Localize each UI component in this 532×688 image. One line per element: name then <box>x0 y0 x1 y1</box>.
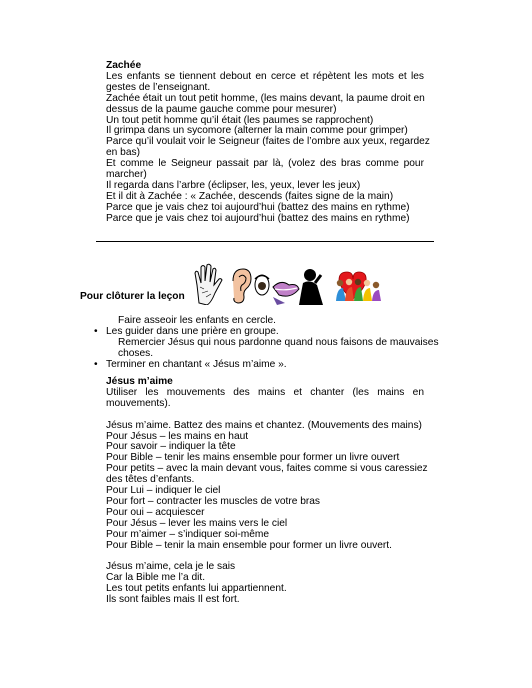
song-line: Pour Lui – indiquer le ciel <box>106 485 221 497</box>
closing-heading: Pour clôturer la leçon <box>80 291 185 302</box>
song-line: Pour savoir – indiquer la tête <box>106 441 236 453</box>
ear-icon <box>233 269 251 303</box>
closing-line: Faire asseoir les enfants en cercle. <box>118 315 276 326</box>
closing-section <box>94 315 439 371</box>
zachee-line: Zachée était un tout petit homme, (les mains devant, la paume droit en <box>106 92 425 104</box>
zachee-line: marcher) <box>106 169 147 181</box>
song-line: Pour Jésus – lever les mains vers le ciel <box>106 517 288 529</box>
hand-icon <box>195 264 222 305</box>
zachee-title: Zachée <box>106 60 142 71</box>
zachee-intro-line: gestes de l’enseignant. <box>106 81 211 93</box>
closing-line: choses. <box>118 347 154 359</box>
song-intro-line: Utiliser les mouvements des mains et chanter (les mains en <box>106 386 424 398</box>
song-line: Pour m’aimer – s’indiquer soi-même <box>106 528 270 540</box>
children-group-icon <box>336 279 381 301</box>
song-line: Pour Bible – tenir les mains ensemble pour former un livre ouvert <box>106 452 400 464</box>
song-line: Pour petits – avec la main devant vous, faites comme si vous caressiez <box>106 463 428 475</box>
song-line: Jésus m’aime. Battez des mains et chantez. (Mouvements des mains) <box>106 419 422 431</box>
zachee-section <box>106 60 430 225</box>
mouth-icon <box>273 282 299 305</box>
zachee-line: dessus de la paume gauche comme pour mesurer) <box>106 103 337 115</box>
closing-line: Remercier Jésus qui nous pardonne quand nous faisons de mauvaises <box>118 336 439 348</box>
zachee-line: Il regarda dans l’arbre (éclipser, les, yeux, lever les jeux) <box>106 179 361 191</box>
horizontal-divider <box>96 241 434 242</box>
zachee-line: Parce qu’il voulait voir le Seigneur (faites de l’ombre aux yeux, regardez <box>106 136 430 148</box>
song-section <box>106 376 428 606</box>
zachee-intro-line: Les enfants se tiennent debout en cerce et répètent les mots et les <box>106 70 424 82</box>
bullet-item <box>94 325 424 338</box>
song-line: des têtes d’enfants. <box>106 474 195 486</box>
song-title: Jésus m’aime <box>106 376 173 387</box>
bullet-icon: • <box>94 358 98 370</box>
song-line: Pour Bible – tenir la main ensemble pour former un livre ouvert. <box>106 539 392 551</box>
song-line: Pour Jésus – les mains en haut <box>106 430 249 442</box>
bullet-text: Terminer en chantant « Jésus m’aime ». <box>106 358 287 370</box>
song-verse-line: Les tout petits enfants lui appartiennent. <box>106 583 287 595</box>
zachee-line: Parce que je vais chez toi aujourd’hui (battez des mains en rythme) <box>106 201 410 213</box>
song-verse-line: Jésus m’aime, cela je le sais <box>106 561 236 573</box>
zachee-line: Parce que je vais chez toi aujourd’hui (battez des mains en rythme) <box>106 212 410 224</box>
zachee-line: Un tout petit homme qu’il était (les paumes se rapprochent) <box>106 114 374 126</box>
praying-person-icon <box>299 269 323 305</box>
song-intro-line: mouvements). <box>106 397 171 409</box>
zachee-line: Et il dit à Zachée : « Zachée, descends (faites signe de la main) <box>106 190 394 202</box>
song-verse-line: Ils sont faibles mais Il est fort. <box>106 594 240 606</box>
zachee-line: en bas) <box>106 147 140 159</box>
song-line: Pour oui – acquiescer <box>106 506 205 518</box>
bullet-item <box>94 358 424 371</box>
clipart-strip <box>193 263 383 305</box>
bullet-text: Les guider dans une prière en groupe. <box>106 325 279 337</box>
song-verse-line: Car la Bible me l’a dit. <box>106 572 206 584</box>
song-line: Pour fort – contracter les muscles de votre bras <box>106 495 321 507</box>
zachee-line: Il grimpa dans un sycomore (alterner la main comme pour grimper) <box>106 125 408 137</box>
bullet-icon: • <box>94 325 98 337</box>
zachee-line: Et comme le Seigneur passait par là, (volez des bras comme pour <box>106 158 424 170</box>
eye-icon <box>255 275 269 295</box>
